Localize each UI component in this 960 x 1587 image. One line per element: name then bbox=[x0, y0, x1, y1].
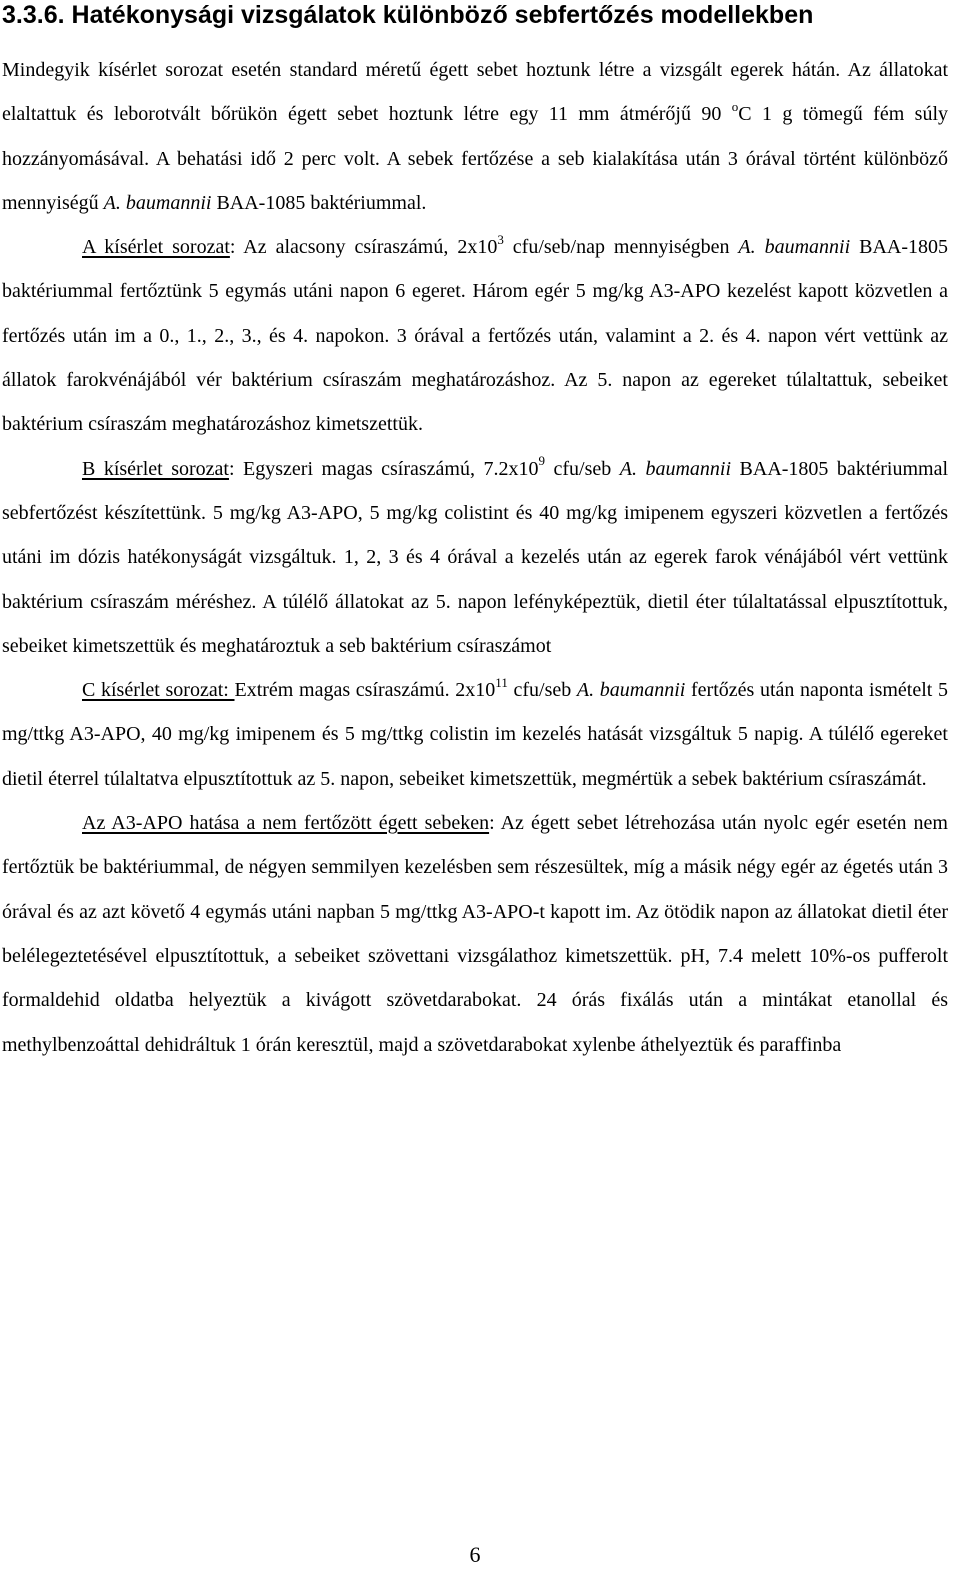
series-b-text-1: : Egyszeri magas csíraszámú, 7.2x10 bbox=[228, 457, 539, 480]
series-c-text-3: fertőzés után naponta ismételt 5 mg/ttkg A3-APO, 40 mg/kg imipenem és 5 mg/ttkg colistin im kezelés hatását vizsgáltuk 5 napig. A túlélő egereket dietil éterrel túlaltatva elpusztítottuk az 5. napon, sebeiket kimetszettük, megmértük a sebek baktérium csíraszámát. bbox=[2, 679, 948, 790]
series-b-text-2: cfu/seb bbox=[544, 457, 620, 480]
series-c-paragraph bbox=[2, 668, 948, 801]
series-a-exponent: 3 bbox=[497, 231, 504, 247]
series-b-label: B kísérlet sorozat bbox=[82, 457, 229, 480]
series-d-text-1: : Az égett sebet létrehozása után nyolc egér esetén nem fertőztük be baktériummal, de négyen semmilyen kezelésben sem részesültek, míg a másik négy egér az égetés után 3 órával és az azt követő 4 egymás utáni napban 5 mg/ttkg A3-APO-t kapott im. Az ötödik napon az állatokat dietil éter belélegeztetésével elpusztítottuk, a sebeiket szövettani vizsgálathoz kimetszettük. pH, 7.4 melett 10%-os pufferolt formaldehid oldatba helyeztük a kivágott szövetdarabokat. 24 órás fixálás után a mintákat etanollal és methylbenzoáttal dehidráltuk 1 órán keresztül, majd a szövetdarabokat xylenbe áthelyeztük és paraffinba bbox=[2, 812, 948, 1056]
series-b-text-3: BAA-1805 baktériummal sebfertőzést készítettünk. 5 mg/kg A3-APO, 5 mg/kg colistint és 40 mg/kg imipenem egyszeri közvetlen a fertőzés utáni im dózis hatékonyságát vizsgáltuk. 1, 2, 3 és 4 órával a kezelés után az egerek farok vénájából vért vettünk baktérium csíraszám méréshez. A túlélő állatokat az 5. napon lefényképeztük, dietil éter túlaltatással elpusztítottuk, sebeiket kimetszettük és meghatároztuk a seb baktérium csíraszámot bbox=[2, 457, 949, 657]
series-a-label: A kísérlet sorozat bbox=[82, 236, 230, 259]
series-a-text-3: BAA-1805 baktériummal fertőztünk 5 egymás utáni napon 6 egeret. Három egér 5 mg/kg A3-APO kezelést kapott közvetlen a fertőzés után im a 0., 1., 2., 3., és 4. napokon. 3 órával a fertőzés után, valamint a 2. és 4. napon vért vettünk az állatok farokvénájából vér baktérium csíraszám meghatározáshoz. Az 5. napon az egereket túlaltattuk, sebeiket baktérium csíraszám meghatározáshoz kimetszettük. bbox=[2, 236, 949, 436]
intro-text-1: Mindegyik kísérlet sorozat esetén standard méretű égett sebet hoztunk létre a vizsgált egerek hátán. Az állatokat elaltattuk és leborotvált bőrükön égett sebet hoztunk létre egy 11 mm átmérőjű 90 bbox=[2, 59, 948, 126]
intro-text-2: C 1 g tömegű fém súly hozzányomásával. A behatási idő 2 perc volt. A sebek fertőzése a seb kialakítása után 3 órával történt különböző mennyiségű bbox=[2, 103, 948, 214]
series-a-paragraph bbox=[2, 225, 948, 446]
series-d-label: Az A3-APO hatása a nem fertőzött égett sebeken bbox=[82, 812, 490, 835]
series-a-text-1: : Az alacsony csíraszámú, 2x10 bbox=[229, 236, 498, 259]
series-c-text-2: cfu/seb bbox=[507, 679, 577, 702]
species-name: A. baumannii bbox=[576, 679, 686, 702]
section-heading bbox=[2, 0, 948, 44]
section-number: 3.3.6. bbox=[2, 1, 65, 29]
section-title: Hatékonysági vizsgálatok különböző sebfertőzés modellekben bbox=[71, 1, 814, 29]
series-c-exponent: 11 bbox=[495, 674, 508, 690]
species-name: A. baumannii bbox=[738, 236, 851, 259]
page-number: 6 bbox=[469, 1542, 481, 1567]
intro-text-3: BAA-1085 baktériummal. bbox=[211, 191, 427, 214]
series-a-text-2: cfu/seb/nap mennyiségben bbox=[503, 236, 739, 259]
series-b-exponent: 9 bbox=[538, 453, 545, 469]
series-c-label: C kísérlet sorozat: bbox=[82, 679, 235, 702]
species-name: A. baumannii bbox=[619, 457, 732, 480]
series-c-text-1: Extrém magas csíraszámú. 2x10 bbox=[234, 679, 496, 702]
species-name: A. baumannii bbox=[103, 191, 212, 214]
series-d-paragraph bbox=[2, 801, 948, 1067]
intro-paragraph bbox=[2, 48, 948, 225]
degree-superscript: o bbox=[731, 98, 739, 114]
document-page bbox=[2, 0, 948, 1067]
series-b-paragraph bbox=[2, 447, 948, 668]
